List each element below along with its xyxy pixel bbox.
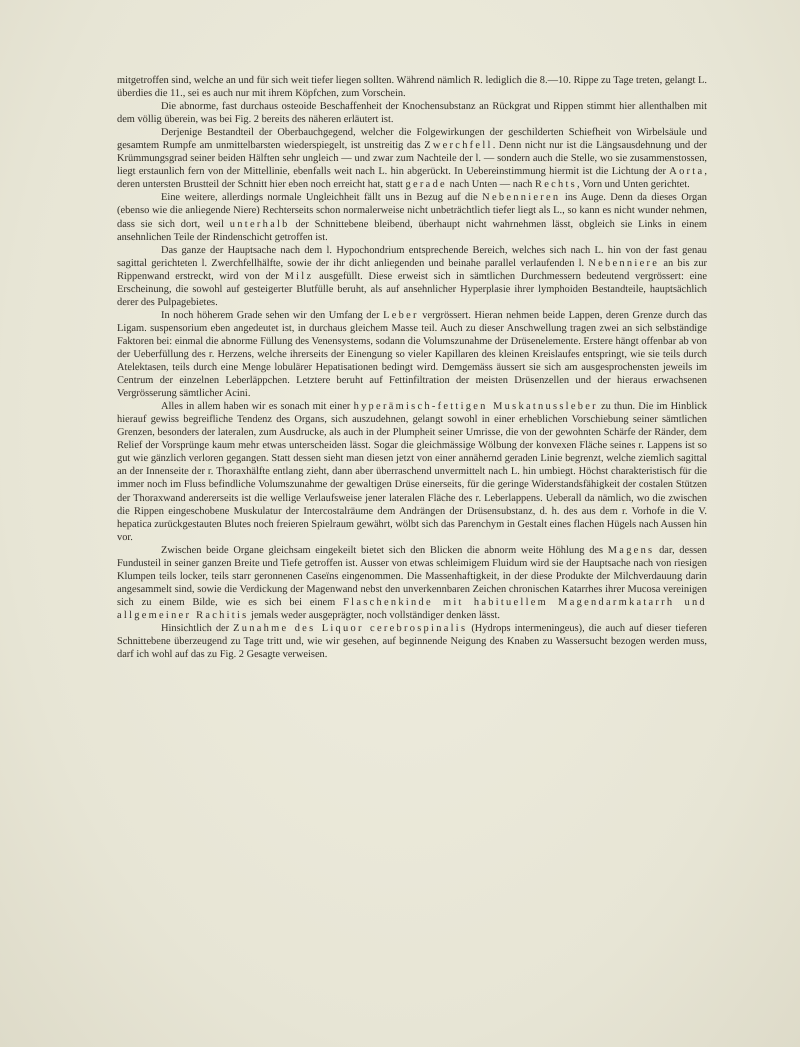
paragraph-text: . Denn nicht nur ist die Längsausdehnung und der Krümmungsgrad seiner beiden Hälften sehr ungleich — und zwar zum Nachteile der l. — sondern auch die Stelle, wo sie zusammenstossen, liegt erstaunlich fern von der Mittellinie, ebenfalls weit nach L. hin abgerückt. In Uebereinstimmung hiermit ist die Lichtung der — [117, 140, 707, 178]
spaced-emphasis-text: Rechts — [534, 179, 577, 191]
spaced-emphasis-text: Zunahme des Liquor cerebrospinalis — [233, 622, 468, 634]
paragraph-text: , Vorn und Unten gerichtet. — [577, 179, 690, 191]
paragraph-text: Die abnorme, fast durchaus osteoide Beschaffenheit der Knochensubstanz an Rückgrat und Rippen stimmt hier allenthalben mit dem völlig überein, was bei Fig. 2 bereits des näheren erläutert ist. — [117, 101, 707, 126]
paragraph-text: der Schnittebene bleibend, überhaupt nicht wahrnehmen lässt, obgleich sie Links in einem ansehnlichen Teile der Rindenschicht getroffen ist. — [117, 218, 708, 243]
paragraph-text: Das ganze der Hauptsache nach dem l. Hypochondrium entsprechende Bereich, welches sich nach L. hin von der fast genau sagittal gerichteten l. Zwerchfellhälfte, sowie der ihr dicht anliegenden und beinahe parallel verlaufenden l. — [117, 244, 707, 269]
spaced-emphasis-text: gerade — [405, 179, 447, 191]
spaced-emphasis-text: Nebenniere — [588, 257, 660, 269]
paragraph-text: Zwischen beide Organe gleichsam eingekeilt bietet sich den Blicken die abnorm weite Höhlung des — [161, 544, 608, 556]
paragraph-text: ausgefüllt. Diese erweist sich in sämtlichen Durchmessern bedeutend vergrössert: eine Erscheinung, die sowohl auf gesteigerter Blutfülle beruht, als auf ansehnlicher Hyperplasie ihrer lymphoiden Bestandteile, hauptsächlich derer des Pulpagebietes. — [117, 270, 707, 308]
spaced-emphasis-text: unterhalb — [229, 218, 290, 230]
paragraph — [117, 74, 707, 100]
spaced-emphasis-text: Magens — [607, 544, 655, 556]
paragraph-text: mitgetroffen sind, welche an und für sich weit tiefer liegen sollten. Während nämlich R. lediglich die 8.—10. Rippe zu Tage treten, gelangt L. überdies die 11., sei es auch nur mit ihrem Köpfchen, zum Vorschein. — [117, 75, 707, 100]
paragraph-text: vergrössert. Hieran nehmen beide Lappen, deren Grenze durch das Ligam. suspensorium eben angedeutet ist, in durchaus gleichem Masse teil. Auch zu dieser Anschwellung tragen zwei an sich selbständige Faktoren bei: einmal die abnorme Füllung des Venensystems, sodann die Volumszunahme der Drüsenelemente. Erstere hängt offenbar ab von der Ueberfüllung des r. Herzens, welche ihrerseits der Einengung so vieler Kapillaren des kleinen Kreislaufes entspringt, wie sie teils durch Atelektasen, teils durch eine Menge lobulärer Hepatisationen bedingt wird. Demgemäss äussert sie sich am ausgesprochensten jeweils im Centrum der einzelnen Leberläppchen. Letztere beruht auf Fettinfiltration der meisten Drüsenzellen und der hieraus erwachsenen Vergrösserung sämtlicher Acini. — [117, 309, 708, 400]
spaced-emphasis-text: Milz — [284, 270, 314, 282]
paragraph-text: (Hydrops intermeningeus), die auch auf dieser tieferen Schnittebene überzeugend zu Tage tritt und, wie wir gesehen, auf beginnende Neigung des Knaben zu Wassersucht bezogen werden muss, darf ich wohl auf das zu Fig. 2 Gesagte verweisen. — [117, 622, 707, 661]
paragraph-text: , deren untersten Brustteil der Schnitt hier eben noch erreicht hat, statt — [117, 166, 707, 191]
paragraph-text: Derjenige Bestandteil der Oberbauchgegend, welcher die Folgewirkungen der geschilderten Schiefheit von Wirbelsäule und gesamtem Rumpfe am unmittelbarsten wiederspiegelt, ist unstreitig das — [117, 127, 707, 152]
body-text — [117, 74, 707, 661]
paragraph-text: an bis zur Rippenwand erstreckt, wird von der — [117, 257, 707, 282]
paragraph-text: Eine weitere, allerdings normale Ungleichheit fällt uns in Bezug auf die — [161, 192, 483, 204]
paragraph — [117, 100, 707, 126]
paragraph-text: nach Unten — nach — [446, 179, 535, 191]
paragraph — [117, 126, 707, 191]
paragraph-text: Alles in allem haben wir es sonach mit einer — [161, 401, 354, 413]
paragraph — [117, 244, 707, 309]
spaced-emphasis-text: Leber — [383, 309, 419, 321]
paragraph — [117, 544, 707, 622]
paragraph — [117, 309, 707, 400]
paragraph-text: Hinsichtlich der — [161, 622, 234, 634]
spaced-emphasis-text: Zwerchfell — [424, 140, 493, 152]
paragraph — [117, 191, 707, 243]
spaced-emphasis-text: Flaschenkinde mit habituellem Magendarmkatarrh und allgemeiner Rachitis — [117, 596, 707, 621]
spaced-emphasis-text: hyperämisch-fettigen Muskatnussleber — [353, 401, 598, 413]
paragraph-text: ins Auge. Denn da dieses Organ (ebenso wie die anliegende Niere) Rechterseits schon normalerweise nicht unbeträchtlich tiefer liegt als L., so kann es nicht wunder nehmen, dass sie sich dort, weil — [117, 192, 707, 230]
spaced-emphasis-text: Nebennieren — [482, 192, 561, 204]
paragraph — [117, 622, 707, 661]
spaced-emphasis-text: Aorta — [669, 166, 705, 178]
paragraph-text: dar, dessen Fundusteil in seiner ganzen Breite und Tiefe getroffen ist. Ausser von etwas schleimigem Fluidum wird sie der Hauptsache nach von riesigen Klumpen teils locker, teils starr geronnenen Caseïns eingenommen. Die Massenhaftigkeit, in der diese Produkte der Milchverdauung darin angesammelt sind, sowie die Verdickung der Magenwand nebst den unverkennbaren Zeichen chronischen Katarrhes ihrer Mucosa vereinigen sich zu einem Bilde, wie es sich bei einem — [117, 544, 707, 608]
paragraph-text: zu thun. Die im Hinblick hierauf gewiss begreifliche Tendenz des Organs, sich auszudehnen, gelangt sowohl in einer erheblichen Vorschiebung seiner sämtlichen Grenzen, besonders der lateralen, zum Ausdrucke, als auch in der Plumpheit seiner Umrisse, die von der gewohnten Schärfe der Ränder, dem Relief der Vorsprünge kaum mehr etwas unterscheiden lässt. Sogar die gleichmässige Wölbung der konvexen Fläche seines r. Lappens ist so gut wie gänzlich verloren gegangen. Statt dessen sieht man diesen jetzt von einer annähernd geraden Linie begrenzt, welche ziemlich sagittal an der Innenseite der r. Thoraxhälfte entlang zieht, dann aber überraschend unvermittelt nach L. hin umbiegt. Höchst charakteristisch für die immer noch im Fluss befindliche Volumszunahme der gewaltigen Drüse einerseits, für die geringe Widerstandsfähigkeit der costalen Stützen der Thoraxwand andererseits ist die wellige Verlaufsweise jener lateralen Fläche des r. Leberlappens. Ueberall da nämlich, wo die zwischen die Rippen eingeschobene Muskulatur der Intercostalräume dem Andrängen der Drüsensubstanz, d. h. des aus dem r. Vorhofe in die V. hepatica zurückgestauten Blutes noch freieren Spielraum gewährt, wölbt sich das Parenchym in Gestalt eines flachen Hügels nach Aussen hin vor. — [117, 401, 708, 543]
paragraph-text: In noch höherem Grade sehen wir den Umfang der — [161, 309, 384, 321]
paragraph-text: jemals weder ausgeprägter, noch vollständiger denken lässt. — [248, 609, 500, 621]
paragraph — [117, 400, 707, 544]
